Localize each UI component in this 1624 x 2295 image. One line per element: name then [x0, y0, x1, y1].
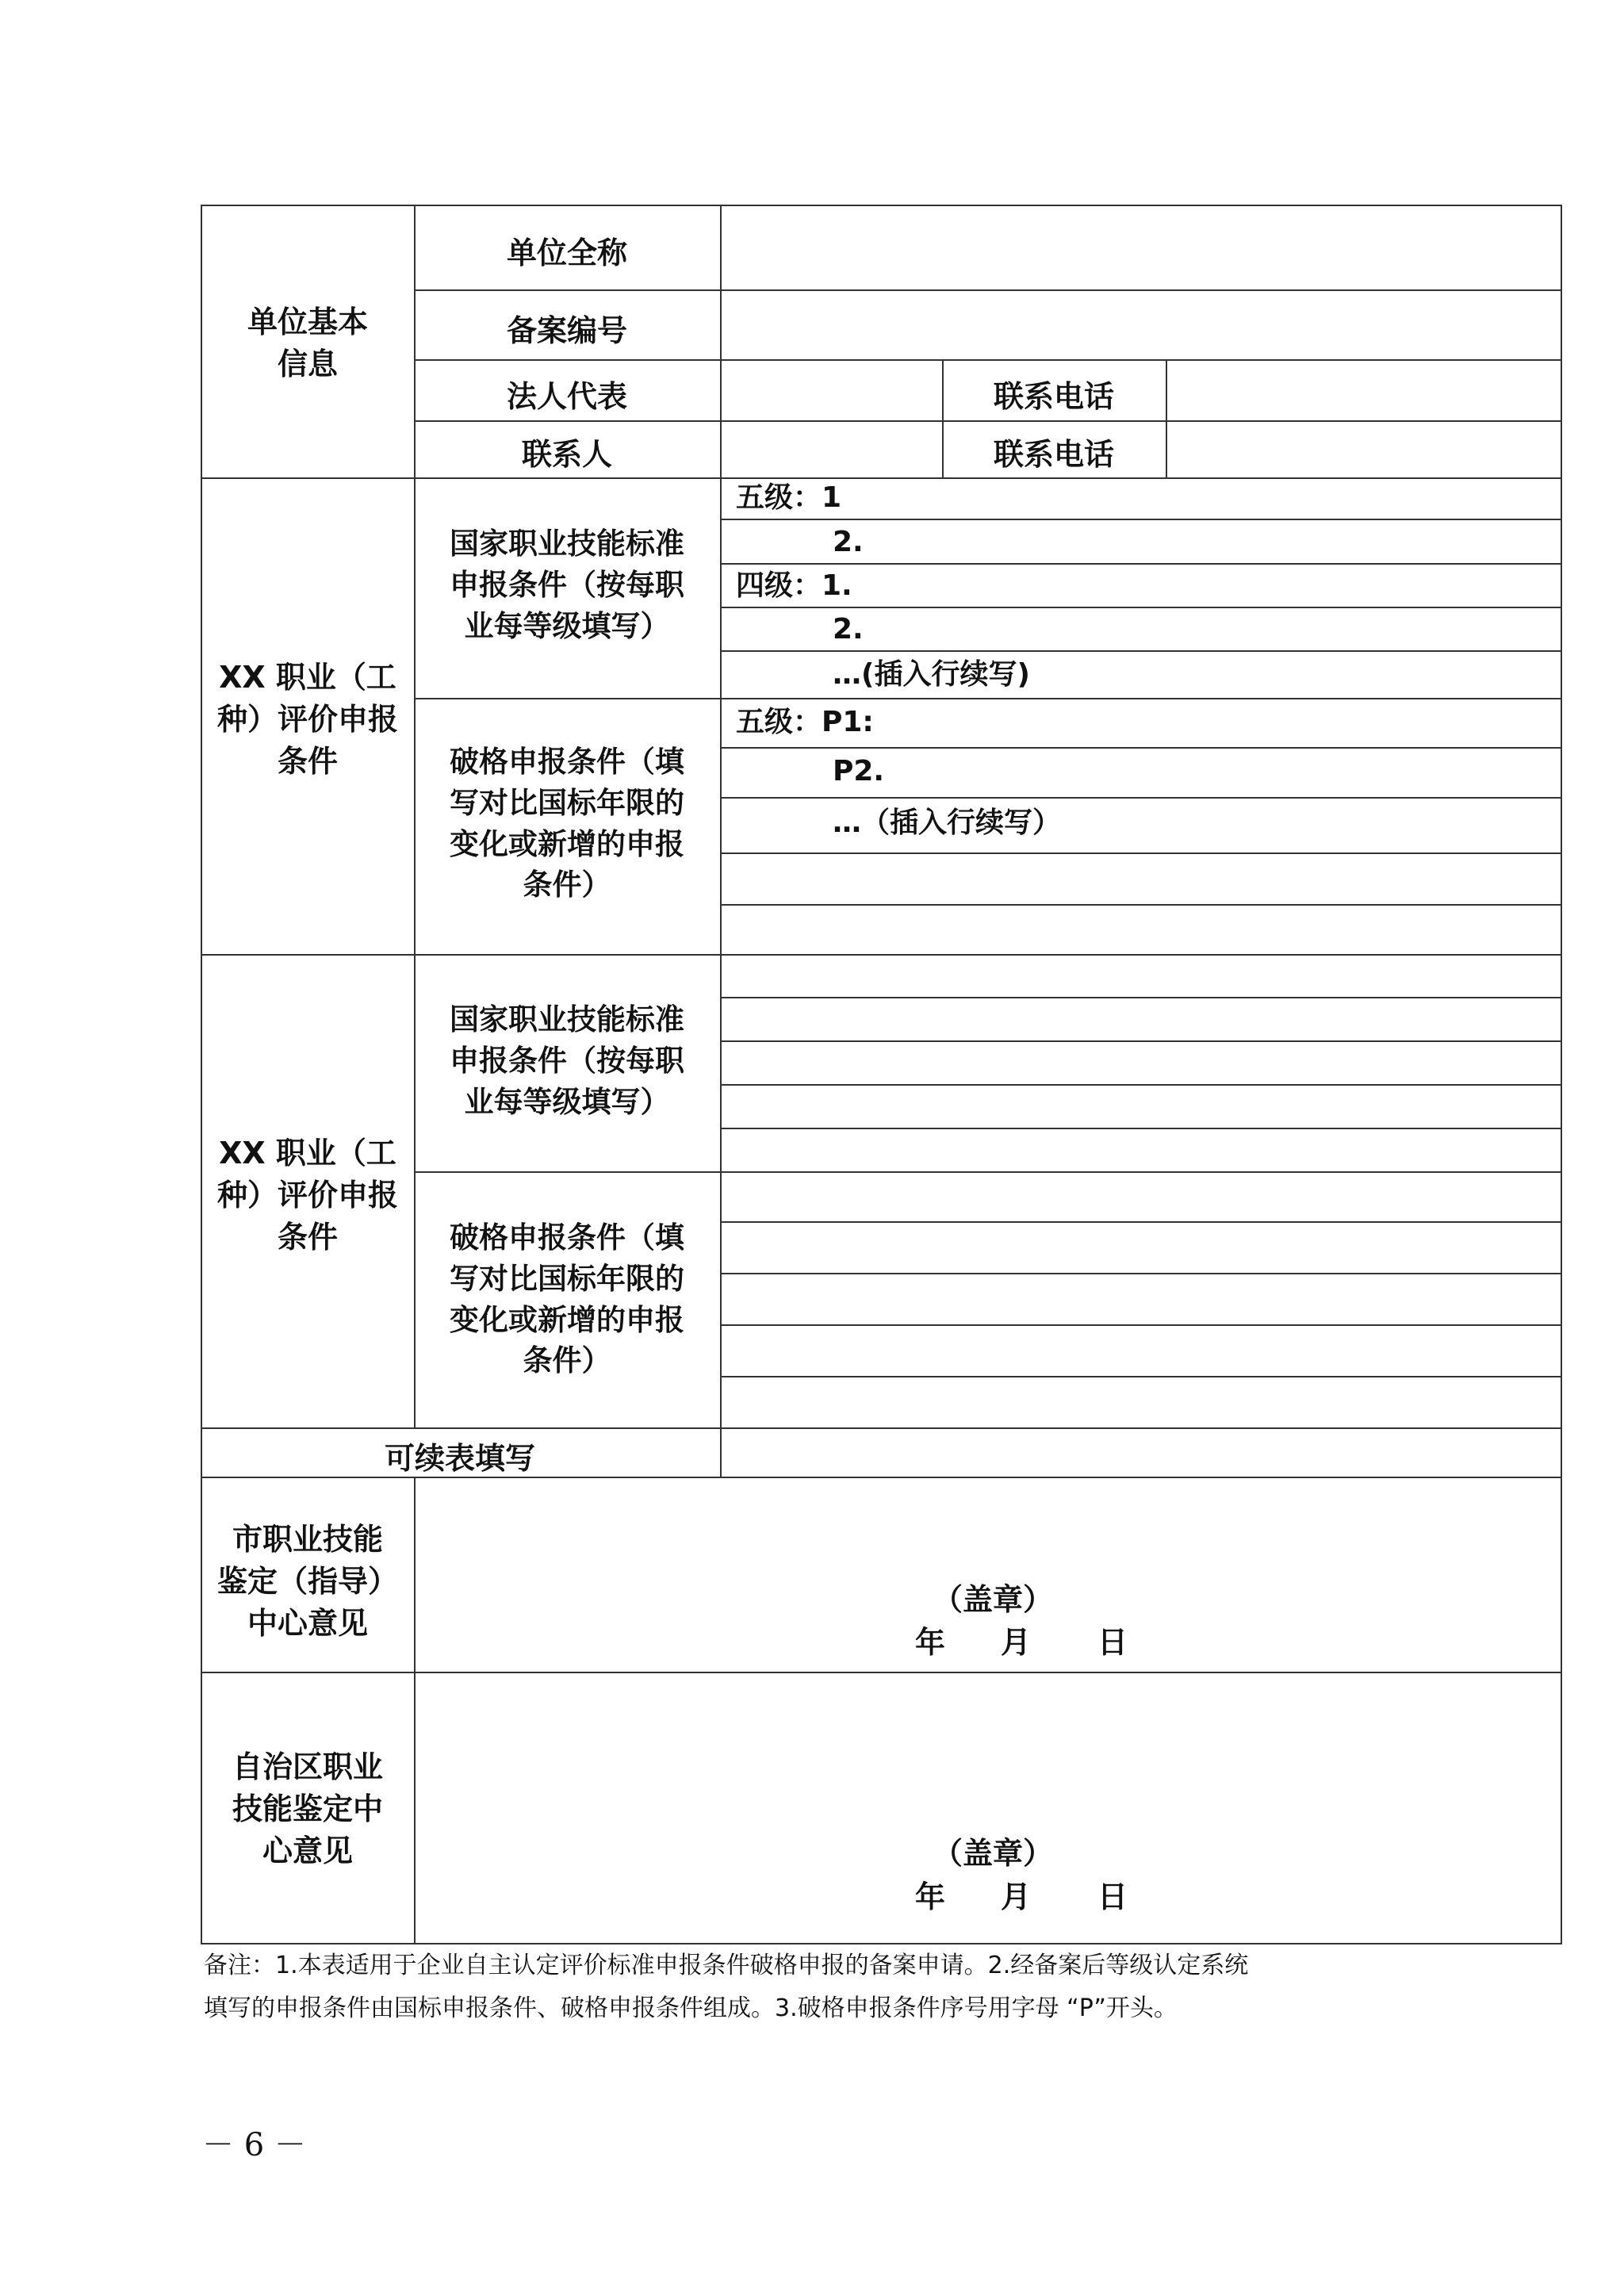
exceptional-conditions-label: 破格申报条件（填 写对比国标年限的 变化或新增的申报 条件） — [450, 1220, 684, 1378]
row-divider — [722, 1128, 1562, 1129]
section-divider — [201, 1427, 1562, 1429]
section-divider — [201, 477, 1562, 479]
row-divider — [416, 359, 1562, 361]
national-condition-line: 五级：1 — [736, 481, 842, 514]
column-divider — [414, 1477, 416, 1944]
date-year-label: 年 — [915, 1625, 946, 1660]
occupation-declaration-label: XX 职业（工 种）评价申报 条件 — [216, 1136, 399, 1255]
date-day-label: 日 — [1097, 1625, 1128, 1660]
table-border-left — [201, 205, 202, 1944]
legal-representative-label: 法人代表 — [506, 379, 628, 414]
date-month-label: 月 — [1001, 1879, 1032, 1914]
row-divider — [722, 563, 1562, 565]
column-divider — [1166, 359, 1167, 478]
row-divider — [416, 420, 1562, 422]
unit-info-section-label: 单位基本 信息 — [247, 305, 369, 382]
row-divider — [416, 289, 1562, 291]
row-divider — [722, 797, 1562, 799]
national-standard-conditions-label: 国家职业技能标准 申报条件（按每职 业每等级填写） — [450, 527, 684, 643]
region-center-opinion-label: 自治区职业 技能鉴定中 心意见 — [232, 1749, 384, 1869]
exceptional-condition-line: 五级：P1: — [736, 706, 874, 738]
seal-label: （盖章） — [933, 1836, 1054, 1871]
section-divider — [201, 954, 1562, 956]
exceptional-condition-line: …（插入行续写） — [833, 807, 1062, 839]
column-divider — [414, 205, 416, 1428]
table-border-bottom — [201, 1943, 1562, 1944]
exceptional-conditions-label: 破格申报条件（填 写对比国标年限的 变化或新增的申报 条件） — [450, 745, 684, 902]
row-divider — [722, 650, 1562, 652]
row-divider — [722, 1324, 1562, 1326]
section-divider — [201, 1672, 1562, 1673]
row-divider — [722, 1084, 1562, 1086]
contact-phone-label: 联系电话 — [993, 437, 1115, 472]
city-center-opinion-label: 市职业技能 鉴定（指导） 中心意见 — [216, 1522, 399, 1642]
row-divider — [416, 1171, 1562, 1173]
national-standard-conditions-label: 国家职业技能标准 申报条件（按每职 业每等级填写） — [450, 1002, 684, 1119]
row-divider — [722, 852, 1562, 854]
row-divider — [722, 1040, 1562, 1042]
page-number: － 6 － — [202, 2127, 306, 2163]
column-divider — [942, 359, 944, 478]
national-condition-line: 2. — [833, 613, 864, 646]
row-divider — [416, 698, 1562, 699]
record-number-label: 备案编号 — [506, 313, 628, 348]
seal-label: （盖章） — [933, 1582, 1054, 1617]
row-divider — [722, 519, 1562, 520]
row-divider — [722, 997, 1562, 998]
date-year-label: 年 — [915, 1879, 946, 1914]
table-border-top — [201, 205, 1562, 206]
contact-person-label: 联系人 — [521, 437, 613, 472]
table-border-right — [1561, 205, 1562, 1944]
unit-full-name-label: 单位全称 — [506, 236, 628, 270]
national-condition-line: 2. — [833, 526, 864, 558]
row-divider — [722, 1273, 1562, 1274]
footnote-line: 备注：1.本表适用于企业自主认定评价标准申报条件破格申报的备案申请。2.经备案后等级认定系统 — [204, 1952, 1249, 1979]
contact-phone-label: 联系电话 — [993, 379, 1115, 414]
exceptional-condition-line: P2. — [833, 755, 885, 787]
column-divider — [720, 205, 722, 1477]
occupation-declaration-label: XX 职业（工 种）评价申报 条件 — [216, 660, 399, 780]
row-divider — [722, 904, 1562, 906]
date-month-label: 月 — [1001, 1625, 1032, 1660]
row-divider — [722, 747, 1562, 749]
row-divider — [722, 607, 1562, 608]
national-condition-line: 四级：1. — [736, 569, 852, 602]
footnote-line: 填写的申报条件由国标申报条件、破格申报条件组成。3.破格申报条件序号用字母 “P”开头。 — [204, 1994, 1178, 2022]
row-divider — [722, 1221, 1562, 1223]
continue-table-label: 可续表填写 — [384, 1441, 536, 1476]
row-divider — [722, 1376, 1562, 1377]
national-condition-line: …(插入行续写) — [833, 658, 1030, 691]
date-day-label: 日 — [1097, 1879, 1128, 1914]
